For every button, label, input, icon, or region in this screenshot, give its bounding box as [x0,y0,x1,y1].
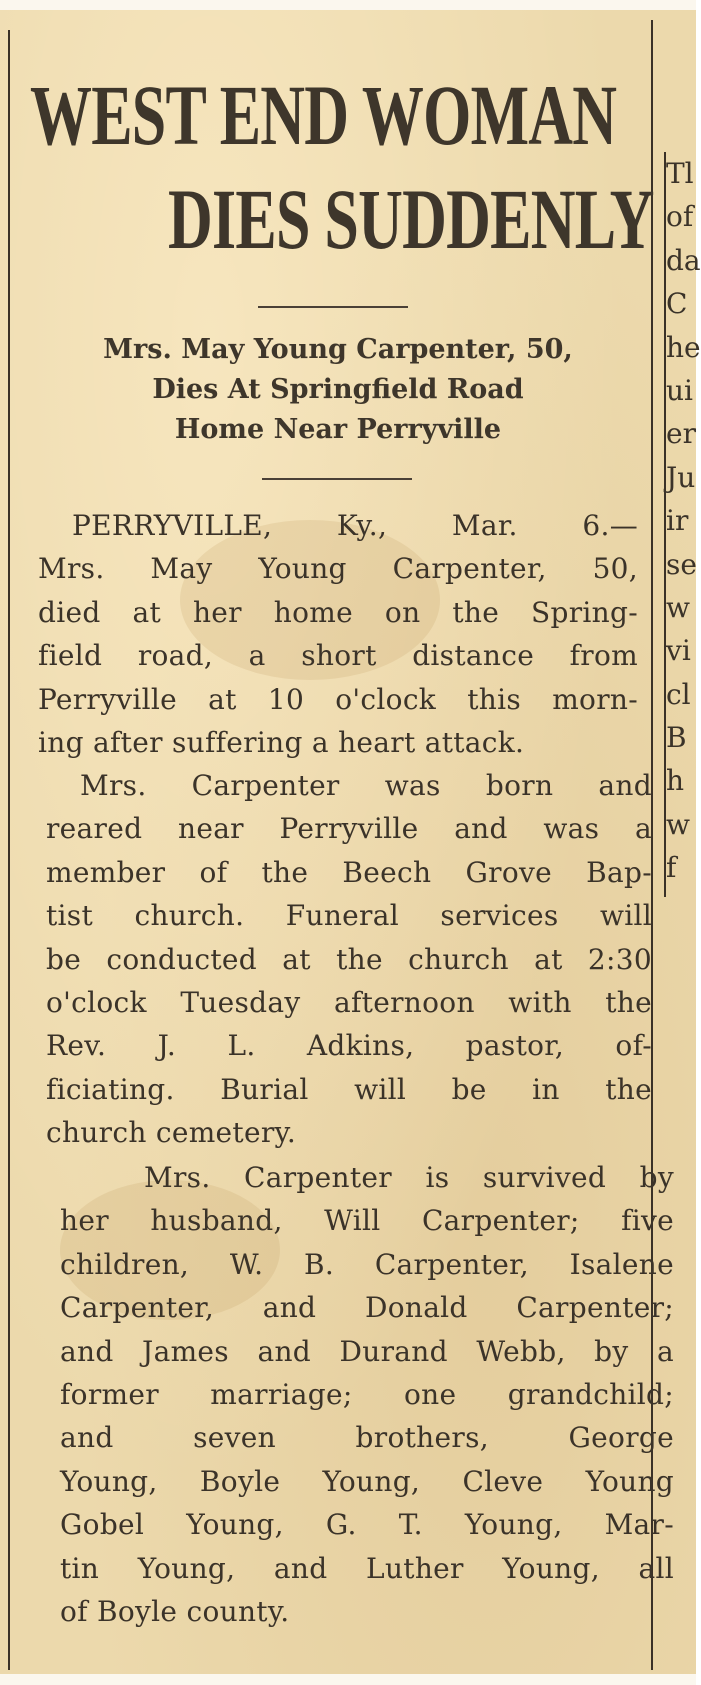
fragment-line: w [666,590,690,624]
headline-divider [258,306,408,308]
fragment-line: Ju [666,460,696,494]
text-line: died at her home on the Spring- [38,595,638,629]
subheadline [34,330,642,450]
headline-line-1: WEST END WOMAN [30,67,617,163]
fragment-line: h [666,764,685,798]
text-line: former marriage; one grandchild; [60,1377,674,1411]
text-line: and seven brothers, George [60,1421,674,1455]
fragment-line: cl [666,677,691,711]
text-line: Carpenter, and Donald Carpenter; [60,1291,674,1325]
headline-line-2: DIES SUDDENLY [168,171,654,267]
fragment-line: er [666,417,696,451]
article-paragraph-2 [46,764,652,1155]
text-line: field road, a short distance from [38,639,638,673]
text-line: Gobel Young, G. T. Young, Mar- [60,1508,674,1542]
text-line: Rev. J. L. Adkins, pastor, of- [46,1029,652,1063]
paper-edge-bottom [0,1674,696,1685]
subheadline-line-1: Mrs. May Young Carpenter, 50, [103,334,573,365]
subheadline-line-3: Home Near Perryville [174,414,502,445]
text-line: tist church. Funeral services will [46,899,652,933]
fragment-line: he [666,330,701,364]
text-line: reared near Perryville and was a [46,812,652,846]
paper-edge-top [0,0,696,10]
fragment-line: ui [666,373,693,407]
text-line: children, W. B. Carpenter, Isalene [60,1247,674,1281]
fragment-line: B [666,721,687,755]
text-line: Perryville at 10 o'clock this morn- [38,682,638,716]
text-line: o'clock Tuesday afternoon with the [46,985,652,1019]
text-line: be conducted at the church at 2:30 [46,942,652,976]
fragment-line: f [666,851,677,885]
fragment-line: ir [666,504,689,538]
subheadline-divider [262,478,412,480]
fragment-line: of [666,200,694,234]
left-column-rule [8,30,10,1670]
text-line: church cemetery. [46,1116,297,1150]
text-line: member of the Beech Grove Bap- [46,855,652,889]
text-line: tin Young, and Luther Young, all [60,1551,674,1585]
adjacent-column-text [666,152,701,890]
text-line: Young, Boyle Young, Cleve Young [60,1464,674,1498]
text-line: Mrs. Carpenter was born and [80,769,652,802]
text-line: Mrs. Carpenter is survived by [144,1161,674,1194]
fragment-line: da [666,243,701,277]
text-line: her husband, Will Carpenter; five [60,1204,674,1238]
article-paragraph-1 [38,504,638,764]
text-line: Mrs. May Young Carpenter, 50, [38,552,638,586]
article-paragraph-3 [60,1156,674,1633]
fragment-line: C [666,287,688,321]
text-line: and James and Durand Webb, by a [60,1334,674,1368]
text-line: ing after suffering a heart attack. [38,725,525,759]
fragment-line: w [666,807,690,841]
text-line: ficiating. Burial will be in the [46,1072,652,1106]
adjacent-column-fragment [654,0,701,1685]
fragment-line: vi [666,634,691,668]
fragment-line: se [666,547,697,581]
text-line: PERRYVILLE, Ky., Mar. 6.— [72,509,638,542]
fragment-line: Tl [666,157,694,190]
text-line: of Boyle county. [60,1594,290,1628]
subheadline-line-2: Dies At Springfield Road [152,374,524,405]
